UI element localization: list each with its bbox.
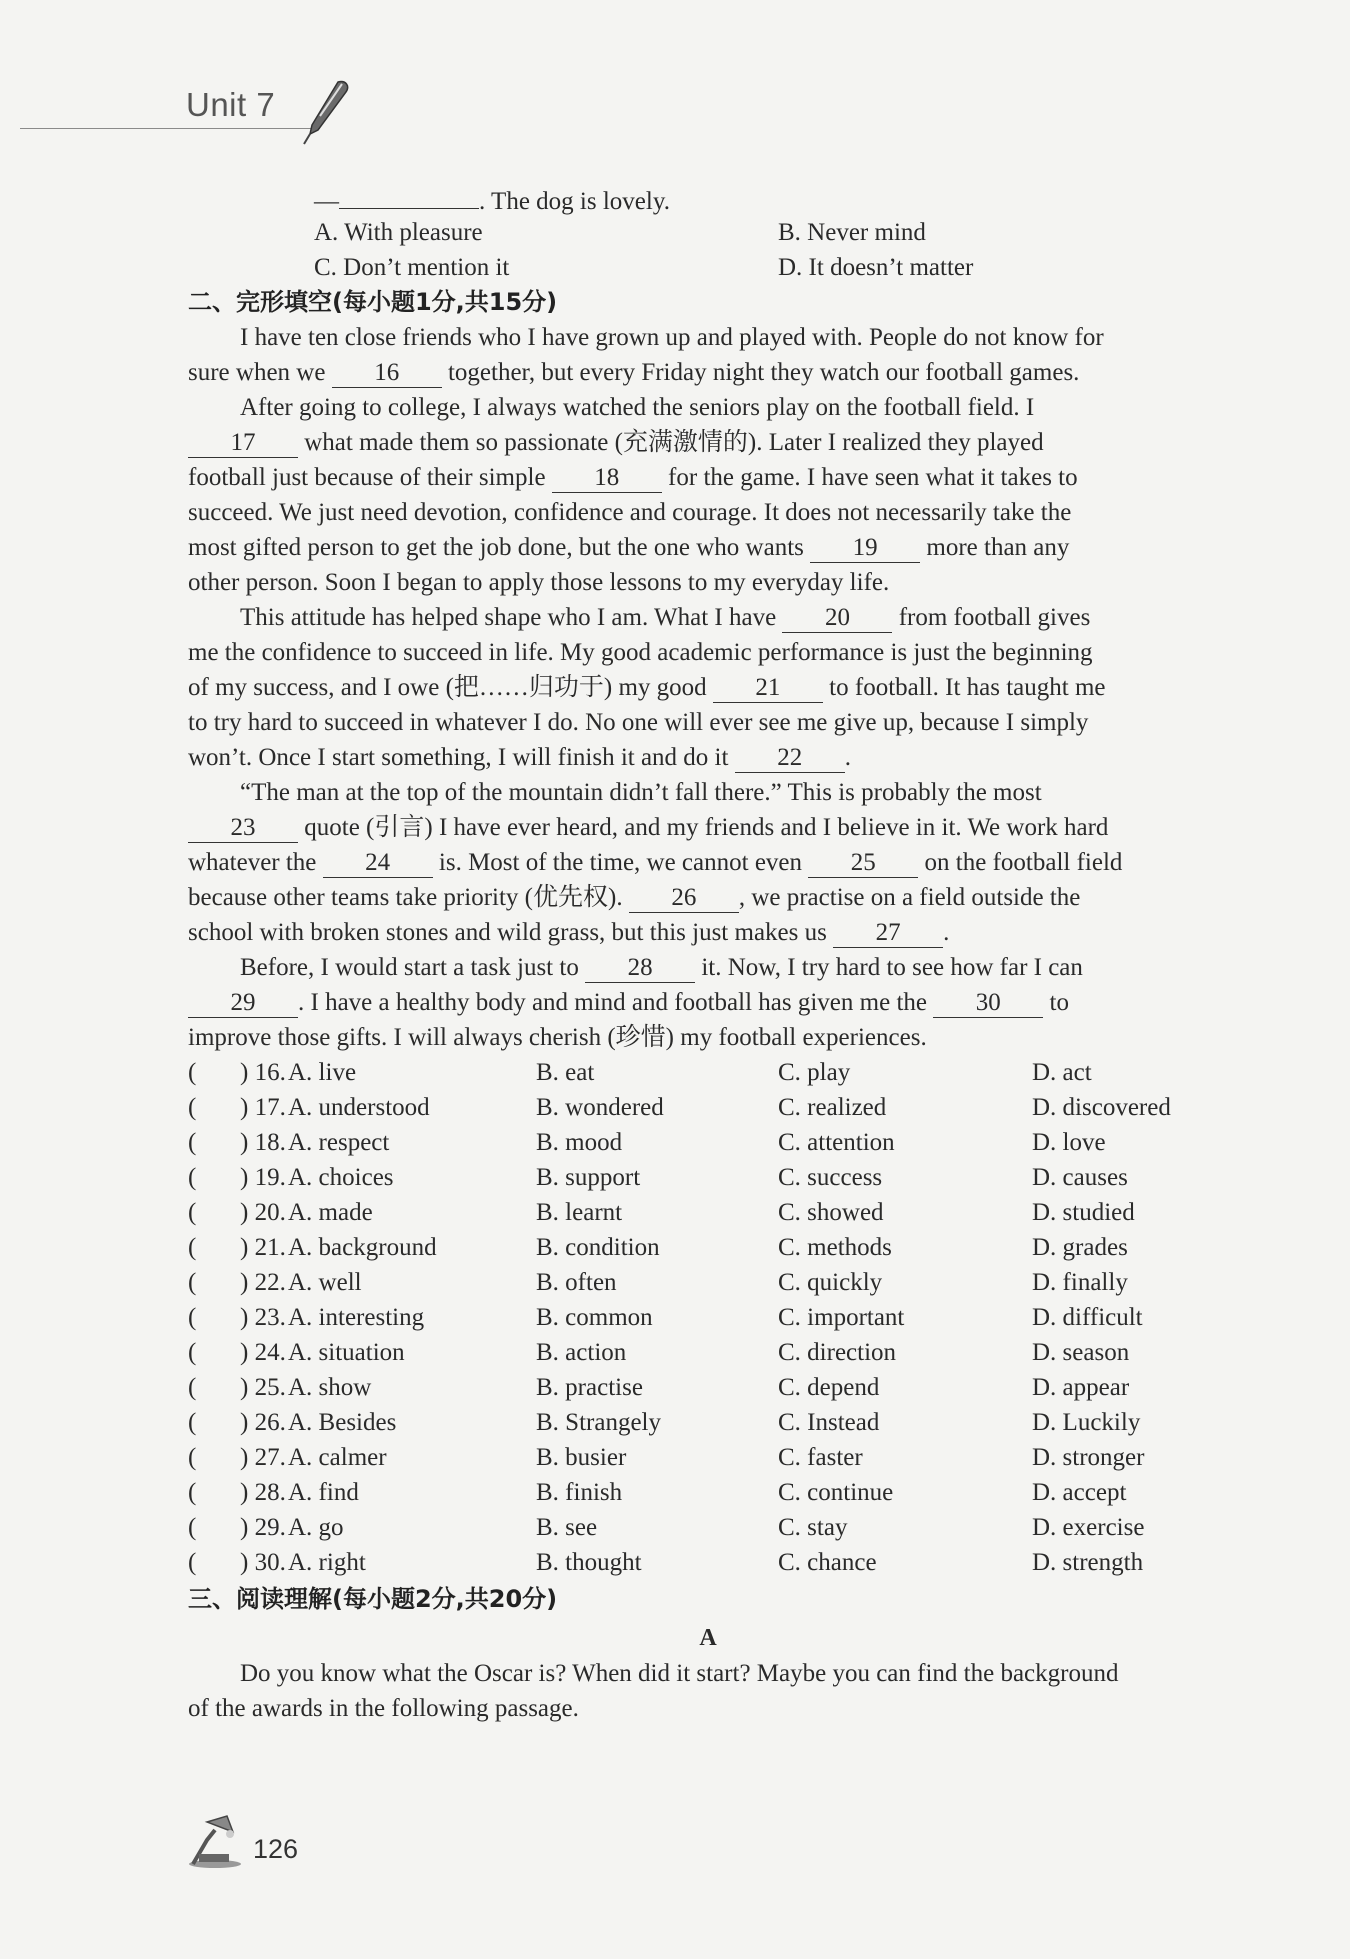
blank-26[interactable]: 26 [629,884,739,913]
question-number: ) 27. [240,1444,286,1471]
option-c[interactable]: C. realized [778,1094,887,1121]
option-a[interactable]: A. show [288,1374,372,1401]
text: whatever the [188,849,317,876]
question-row [188,1055,1228,1090]
question-number: ) 22. [240,1269,286,1296]
cloze-passage [188,320,1228,1055]
answer-paren[interactable]: ( [188,1339,197,1366]
text: . [844,744,851,771]
blank-17[interactable]: 17 [188,429,298,458]
passage-line [188,985,1228,1020]
option-c[interactable]: C. faster [778,1444,863,1471]
option-c[interactable]: C. continue [778,1479,894,1506]
question-number: ) 16. [240,1059,286,1086]
question-number: ) 29. [240,1514,286,1541]
passage-line [188,670,1228,705]
text: because other teams take priority (优先权). [188,884,623,911]
option-c[interactable]: C. showed [778,1199,884,1226]
blank-24[interactable]: 24 [323,849,433,878]
question-row [188,1195,1228,1230]
question-row [188,1510,1228,1545]
passage-line [188,740,1228,775]
question-row [188,1230,1228,1265]
blank-18[interactable]: 18 [552,464,662,493]
option-a[interactable]: A. right [288,1549,366,1576]
option-a[interactable]: A. respect [288,1129,390,1156]
question-number: ) 28. [240,1479,286,1506]
answer-paren[interactable]: ( [188,1374,197,1401]
passage-line [188,915,1228,950]
blank-21[interactable]: 21 [713,674,823,703]
text: is. Most of the time, we cannot even [438,849,803,876]
option-d[interactable]: D. strength [1032,1549,1144,1576]
answer-paren[interactable]: ( [188,1409,197,1436]
option-b[interactable]: B. condition [536,1234,660,1261]
text: together, but every Friday night they watch our football games. [447,359,1080,386]
option-c[interactable]: C. direction [778,1339,897,1366]
blank-27[interactable]: 27 [833,919,943,948]
passage-line [188,355,1228,390]
option-b[interactable]: B. mood [536,1129,623,1156]
prev-options-row-1 [188,215,1228,250]
blank-28[interactable]: 28 [585,954,695,983]
option-d[interactable]: D. season [1032,1339,1130,1366]
page-content [188,180,1228,1726]
option-a[interactable]: A. understood [288,1094,430,1121]
question-row [188,1370,1228,1405]
option-a[interactable]: A. calmer [288,1444,387,1471]
blank-16[interactable]: 16 [332,359,442,388]
reading-intro-line: of the awards in the following passage. [188,1695,579,1722]
option-c[interactable]: C. important [778,1304,905,1331]
text: sure when we [188,359,326,386]
option-b[interactable]: B. wondered [536,1094,664,1121]
passage-line: “The man at the top of the mountain didn’t fall there.” This is probably the most [240,779,1042,806]
option-d[interactable]: D. studied [1032,1199,1135,1226]
passage-line [188,950,1228,985]
option-a[interactable]: A. go [288,1514,344,1541]
option-d[interactable]: D. grades [1032,1234,1128,1261]
passage-line [188,845,1228,880]
option-d[interactable]: D. accept [1032,1479,1127,1506]
page-number: 126 [253,1834,299,1864]
text: football just because of their simple [188,464,546,491]
cloze-options [188,1055,1228,1580]
option-d[interactable]: D. finally [1032,1269,1128,1296]
passage-line: improve those gifts. I will always cherish (珍惜) my football experiences. [188,1024,927,1051]
question-number: ) 18. [240,1129,286,1156]
passage-line [188,530,1228,565]
question-row [188,1440,1228,1475]
option-a[interactable]: A. With pleasure [314,219,483,246]
question-number: ) 26. [240,1409,286,1436]
section-2-title: 二、完形填空(每小题1分,共15分) [188,288,558,316]
text: most gifted person to get the job done, but the one who wants [188,534,804,561]
passage-line [188,600,1228,635]
option-b[interactable]: B. Never mind [778,219,926,246]
question-row [188,1125,1228,1160]
text: . [943,919,950,946]
answer-paren[interactable]: ( [188,1444,197,1471]
option-c[interactable]: C. play [778,1059,851,1086]
option-a[interactable]: A. well [288,1269,362,1296]
question-number: ) 23. [240,1304,286,1331]
section-3-title: 三、阅读理解(每小题2分,共20分) [188,1585,558,1613]
option-c[interactable]: C. chance [778,1549,877,1576]
answer-paren[interactable]: ( [188,1164,197,1191]
option-b[interactable]: B. see [536,1514,598,1541]
question-row [188,1475,1228,1510]
option-c[interactable]: C. stay [778,1514,848,1541]
text: won’t. Once I start something, I will finish it and do it [188,744,729,771]
header-rule [20,128,320,129]
option-c[interactable]: C. success [778,1164,883,1191]
question-row [188,1335,1228,1370]
question-row [188,1160,1228,1195]
answer-paren[interactable]: ( [188,1549,197,1576]
answer-paren[interactable]: ( [188,1514,197,1541]
blank-19[interactable]: 19 [810,534,920,563]
text: quote (引言) I have ever heard, and my friends and I believe in it. We work hard [304,814,1109,841]
text: from football gives [898,604,1091,631]
passage-line: other person. Soon I began to apply those lessons to my everyday life. [188,569,890,596]
reading-intro-line: Do you know what the Oscar is? When did it start? Maybe you can find the background [240,1660,1119,1687]
answer-paren[interactable]: ( [188,1479,197,1506]
passage-line [188,460,1228,495]
prev-options-row-2 [188,250,1228,285]
blank-30[interactable]: 30 [933,989,1043,1018]
option-d[interactable]: D. act [1032,1059,1092,1086]
text: more than any [926,534,1070,561]
question-number: ) 30. [240,1549,286,1576]
option-c[interactable]: C. attention [778,1129,895,1156]
text: of my success, and I owe (把……归功于) my good [188,674,707,701]
option-d[interactable]: D. love [1032,1129,1106,1156]
question-number: ) 25. [240,1374,286,1401]
option-b[interactable]: B. thought [536,1549,642,1576]
option-b[interactable]: B. action [536,1339,627,1366]
question-row [188,1090,1228,1125]
text: what made them so passionate (充满激情的). Later I realized they played [304,429,1044,456]
option-d[interactable]: D. appear [1032,1374,1130,1401]
option-a[interactable]: A. live [288,1059,357,1086]
option-a[interactable]: A. find [288,1479,359,1506]
answer-paren[interactable]: ( [188,1304,197,1331]
question-number: ) 19. [240,1164,286,1191]
text: to football. It has taught me [829,674,1106,701]
passage-line: I have ten close friends who I have grown up and played with. People do not know for [240,324,1104,351]
option-b[interactable]: B. busier [536,1444,627,1471]
dialogue-text: . The dog is lovely. [479,188,670,215]
passage-heading: A [699,1625,717,1651]
answer-paren[interactable]: ( [188,1199,197,1226]
option-a[interactable]: A. background [288,1234,437,1261]
answer-paren[interactable]: ( [188,1094,197,1121]
question-number: ) 17. [240,1094,286,1121]
text: for the game. I have seen what it takes to [668,464,1078,491]
option-d[interactable]: D. discovered [1032,1094,1171,1121]
question-number: ) 21. [240,1234,286,1261]
option-a[interactable]: A. Besides [288,1409,397,1436]
option-a[interactable]: A. choices [288,1164,394,1191]
passage-line [188,425,1228,460]
text: it. Now, I try hard to see how far I can [701,954,1083,981]
option-c[interactable]: C. quickly [778,1269,883,1296]
unit-title: Unit 7 [186,86,276,123]
option-b[interactable]: B. practise [536,1374,643,1401]
answer-paren[interactable]: ( [188,1234,197,1261]
option-d[interactable]: D. Luckily [1032,1409,1141,1436]
answer-paren[interactable]: ( [188,1129,197,1156]
blank-29[interactable]: 29 [188,989,298,1018]
passage-line: to try hard to succeed in whatever I do. No one will ever see me give up, because I simply [188,709,1089,736]
passage-line [188,810,1228,845]
question-number: ) 20. [240,1199,286,1226]
passage-line: succeed. We just need devotion, confidence and courage. It does not necessarily take the [188,499,1072,526]
passage-line [188,880,1228,915]
option-b[interactable]: B. finish [536,1479,623,1506]
option-a[interactable]: A. interesting [288,1304,425,1331]
option-a[interactable]: A. situation [288,1339,405,1366]
question-row [188,1300,1228,1335]
text: , we practise on a field outside the [738,884,1081,911]
blank-20[interactable]: 20 [782,604,892,633]
answer-paren[interactable]: ( [188,1269,197,1296]
passage-line: me the confidence to succeed in life. My good academic performance is just the beginning [188,639,1093,666]
option-b[interactable]: B. Strangely [536,1409,661,1436]
option-d[interactable]: D. causes [1032,1164,1128,1191]
page-footer [185,1810,385,1870]
question-row [188,1265,1228,1300]
answer-blank[interactable] [339,180,479,209]
text: . I have a healthy body and mind and football has given me the [298,989,927,1016]
text: This attitude has helped shape who I am. What I have [240,604,777,631]
option-b[interactable]: B. common [536,1304,653,1331]
pen-icon [290,78,360,146]
question-number: ) 24. [240,1339,286,1366]
option-c[interactable]: C. depend [778,1374,880,1401]
question-row [188,1405,1228,1440]
option-a[interactable]: A. made [288,1199,373,1226]
option-d[interactable]: D. exercise [1032,1514,1145,1541]
answer-paren[interactable]: ( [188,1059,197,1086]
option-c[interactable]: C. methods [778,1234,892,1261]
text: school with broken stones and wild grass, but this just makes us [188,919,827,946]
text: to [1049,989,1069,1016]
option-b[interactable]: B. learnt [536,1199,623,1226]
option-c[interactable]: C. Don’t mention it [314,254,510,281]
option-b[interactable]: B. often [536,1269,617,1296]
text: on the football field [924,849,1123,876]
option-b[interactable]: B. support [536,1164,641,1191]
text: Before, I would start a task just to [240,954,579,981]
option-d[interactable]: D. difficult [1032,1304,1143,1331]
prev-question-line [188,180,1228,215]
option-c[interactable]: C. Instead [778,1409,880,1436]
option-d[interactable]: D. It doesn’t matter [778,254,974,281]
blank-25[interactable]: 25 [808,849,918,878]
question-row [188,1545,1228,1580]
blank-22[interactable]: 22 [735,744,845,773]
desk-lamp-icon [185,1810,250,1870]
blank-23[interactable]: 23 [188,814,298,843]
option-d[interactable]: D. stronger [1032,1444,1145,1471]
option-b[interactable]: B. eat [536,1059,595,1086]
passage-line: After going to college, I always watched the seniors play on the football field. I [240,394,1035,421]
page-header [20,80,350,140]
dash: — [314,188,339,215]
